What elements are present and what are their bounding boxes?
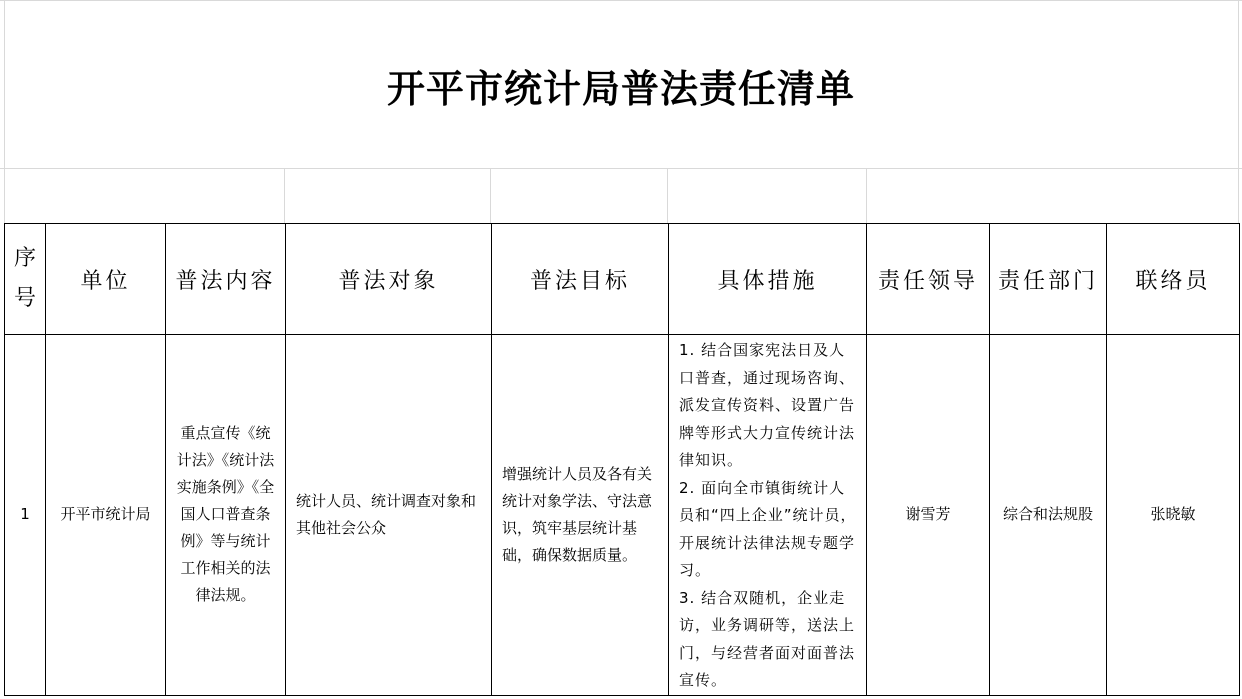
gridline bbox=[866, 168, 867, 223]
header-unit-label: 单位 bbox=[80, 268, 131, 294]
header-goal-label: 普法目标 bbox=[529, 268, 630, 294]
gridline bbox=[284, 168, 285, 223]
cell-measures[interactable] bbox=[669, 335, 867, 696]
measure-item: 2. 面向全市镇街统计人员和“四上企业”统计员，开展统计法律法规专题学习。 bbox=[679, 478, 857, 579]
header-measures[interactable] bbox=[669, 224, 867, 335]
header-measures-label: 具体措施 bbox=[717, 268, 818, 294]
header-contact-label: 联络员 bbox=[1135, 268, 1211, 294]
responsibility-table bbox=[4, 223, 1240, 696]
measure-item: 3. 结合双随机，企业走访，业务调研等，送法上门，与经营者面对面普法宣传。 bbox=[679, 588, 856, 689]
header-department[interactable] bbox=[990, 224, 1107, 335]
gridline bbox=[667, 168, 668, 223]
cell-unit-value: 开平市统计局 bbox=[60, 505, 151, 524]
header-leader[interactable] bbox=[867, 224, 990, 335]
gridline bbox=[490, 168, 491, 223]
header-content-label: 普法内容 bbox=[175, 268, 276, 294]
cell-leader[interactable] bbox=[867, 335, 990, 696]
cell-target[interactable] bbox=[286, 335, 492, 696]
header-content[interactable] bbox=[166, 224, 286, 335]
header-seq-label: 序号 bbox=[13, 246, 36, 311]
header-leader-label: 责任领导 bbox=[877, 268, 978, 294]
header-contact[interactable] bbox=[1107, 224, 1240, 335]
table-header-row bbox=[5, 224, 1240, 335]
measures-list bbox=[669, 335, 866, 695]
cell-goal-value: 增强统计人员及各有关统计对象学法、守法意识，筑牢基层统计基础，确保数据质量。 bbox=[502, 464, 653, 564]
header-target[interactable] bbox=[286, 224, 492, 335]
cell-goal[interactable] bbox=[492, 335, 669, 696]
gridline bbox=[0, 168, 1242, 169]
header-seq[interactable] bbox=[5, 224, 46, 335]
cell-department[interactable] bbox=[990, 335, 1107, 696]
cell-contact[interactable] bbox=[1107, 335, 1240, 696]
cell-department-value: 综合和法规股 bbox=[1002, 505, 1093, 524]
cell-target-value: 统计人员、统计调查对象和其他社会公众 bbox=[296, 491, 477, 537]
cell-unit[interactable] bbox=[46, 335, 166, 696]
measure-item: 1. 结合国家宪法日及人口普查，通过现场咨询、派发宣传资料、设置广告牌等形式大力宣传统计法律知识。 bbox=[679, 341, 856, 469]
cell-content[interactable] bbox=[166, 335, 286, 696]
gridline bbox=[0, 0, 1242, 1]
header-department-label: 责任部门 bbox=[997, 268, 1098, 294]
cell-content-value: 重点宣传《统计法》《统计法实施条例》《全国人口普查条例》等与统计工作相关的法律法规。 bbox=[176, 424, 275, 605]
cell-seq-value: 1 bbox=[20, 505, 30, 524]
header-target-label: 普法对象 bbox=[338, 268, 439, 294]
page-title: 开平市统计局普法责任清单 bbox=[386, 65, 855, 111]
header-goal[interactable] bbox=[492, 224, 669, 335]
cell-leader-value: 谢雪芳 bbox=[905, 505, 951, 524]
cell-seq[interactable] bbox=[5, 335, 46, 696]
table-row bbox=[5, 335, 1240, 696]
header-unit[interactable] bbox=[46, 224, 166, 335]
cell-contact-value: 张晓敏 bbox=[1150, 505, 1196, 524]
